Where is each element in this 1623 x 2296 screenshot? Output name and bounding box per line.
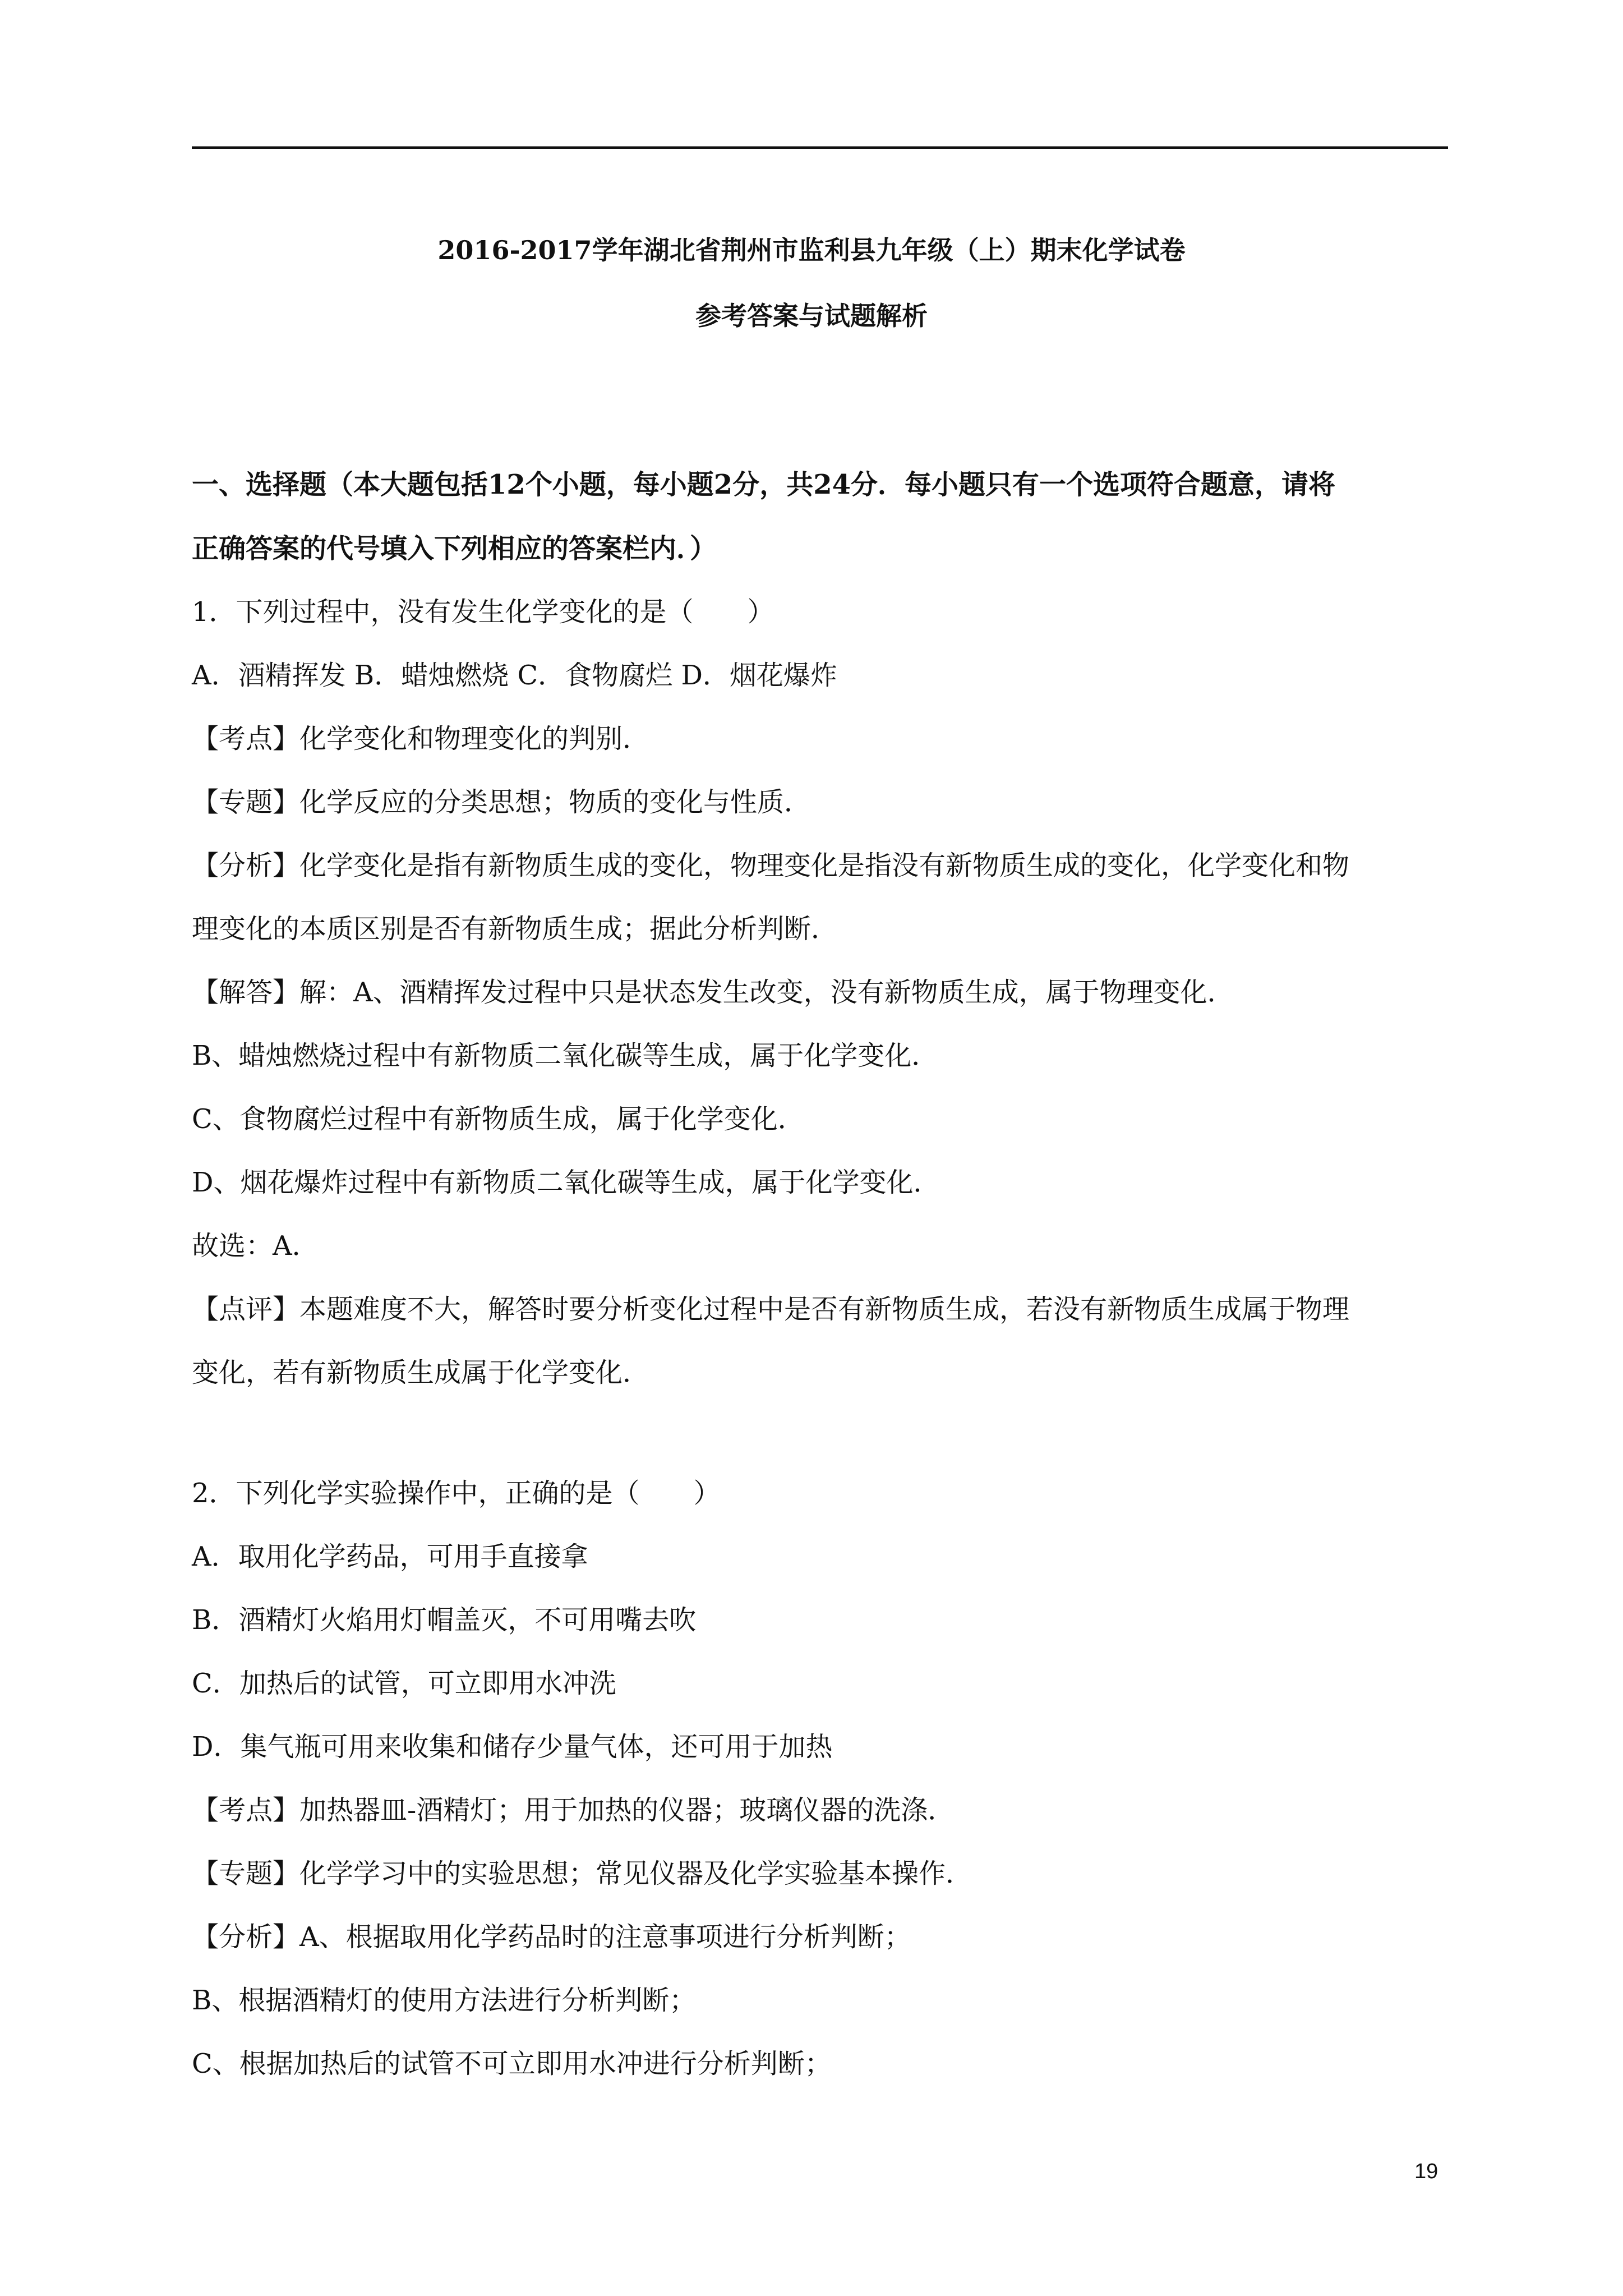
question-2-option-a: A．取用化学药品，可用手直接拿	[192, 1541, 588, 1572]
question-1-options: A．酒精挥发 B．蜡烛燃烧 C．食物腐烂 D．烟花爆炸	[192, 660, 837, 691]
question-2-stem: 2．下列化学实验操作中，正确的是（ ）	[192, 1478, 721, 1509]
exam-title: 2016-2017学年湖北省荆州市监利县九年级（上）期末化学试卷	[437, 235, 1186, 265]
question-1-stem: 1．下列过程中，没有发生化学变化的是（ ）	[192, 596, 774, 628]
question-2-option-b: B．酒精灯火焰用灯帽盖灭，不可用嘴去吹	[192, 1604, 697, 1636]
question-1-comment: 【点评】本题难度不大，解答时要分析变化过程中是否有新物质生成，若没有新物质生成属于物理	[192, 1294, 1350, 1325]
question-2-analysis: 【分析】A、根据取用化学药品时的注意事项进行分析判断；	[192, 1921, 911, 1953]
section-heading: 一、选择题（本大题包括12个小题，每小题2分，共24分．每小题只有一个选项符合题意，请将	[192, 469, 1335, 500]
question-1-solution-b: B、蜡烛燃烧过程中有新物质二氧化碳等生成，属于化学变化．	[192, 1040, 939, 1071]
question-1-analysis-continued: 理变化的本质区别是否有新物质生成；据此分析判断．	[192, 913, 838, 945]
question-2-option-d: D．集气瓶可用来收集和储存少量气体，还可用于加热	[192, 1731, 833, 1763]
question-2-zhuanti: 【专题】化学学习中的实验思想；常见仪器及化学实验基本操作．	[192, 1858, 973, 1889]
exam-subtitle: 参考答案与试题解析	[695, 301, 928, 331]
question-2-option-c: C．加热后的试管，可立即用水冲洗	[192, 1668, 616, 1699]
question-1-answer: 故选：A．	[192, 1230, 319, 1262]
page-number: 19	[1414, 2160, 1438, 2183]
question-1-analysis: 【分析】化学变化是指有新物质生成的变化，物理变化是指没有新物质生成的变化，化学变化和物	[192, 850, 1350, 881]
section-heading-continued: 正确答案的代号填入下列相应的答案栏内．）	[192, 533, 717, 564]
question-1-solution-c: C、食物腐烂过程中有新物质生成，属于化学变化．	[192, 1103, 805, 1135]
question-1-solution-d: D、烟花爆炸过程中有新物质二氧化碳等生成，属于化学变化．	[192, 1167, 940, 1198]
question-2-analysis-b: B、根据酒精灯的使用方法进行分析判断；	[192, 1985, 697, 2016]
question-1-comment-continued: 变化，若有新物质生成属于化学变化．	[192, 1357, 650, 1388]
question-2-kaodian: 【考点】加热器皿-酒精灯；用于加热的仪器；玻璃仪器的洗涤．	[192, 1795, 955, 1826]
question-1-zhuanti: 【专题】化学反应的分类思想；物质的变化与性质．	[192, 786, 811, 818]
question-1-solution: 【解答】解：A、酒精挥发过程中只是状态发生改变，没有新物质生成，属于物理变化．	[192, 977, 1234, 1008]
question-2-analysis-c: C、根据加热后的试管不可立即用水冲进行分析判断；	[192, 2048, 832, 2079]
header-rule	[192, 146, 1448, 149]
question-1-kaodian: 【考点】化学变化和物理变化的判别．	[192, 723, 650, 754]
